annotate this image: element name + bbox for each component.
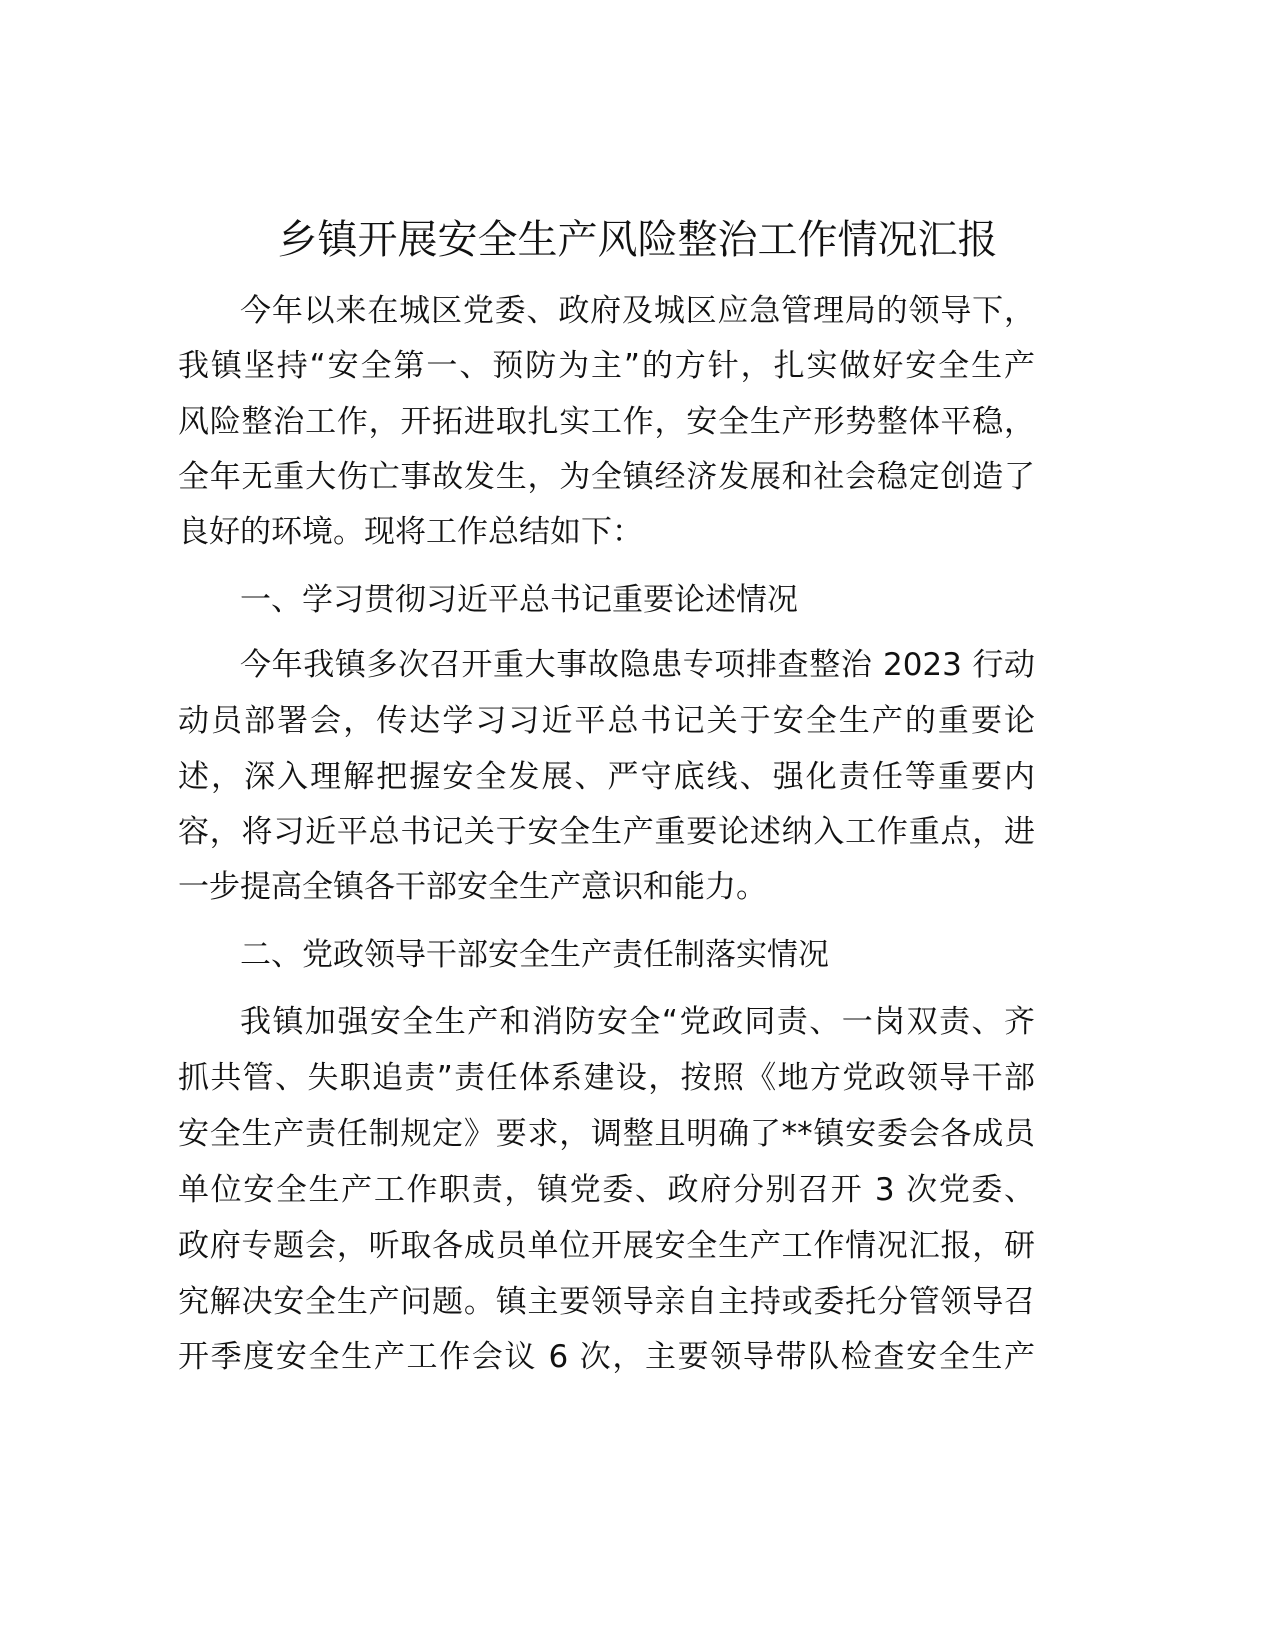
paragraph-line: 容，将习近平总书记关于安全生产重要论述纳入工作重点，进 xyxy=(178,814,1035,850)
paragraph-line: 抓共管、失职追责”责任体系建设，按照《地方党政领导干部 xyxy=(178,1060,1035,1096)
paragraph-line: 述，深入理解把握安全发展、严守底线、强化责任等重要内 xyxy=(178,759,1035,795)
paragraph-line: 全年无重大伤亡事故发生，为全镇经济发展和社会稳定创造了 xyxy=(178,459,1035,495)
paragraph-line: 单位安全生产工作职责，镇党委、政府分别召开 3 次党委、 xyxy=(178,1172,1035,1208)
document-title: 乡镇开展安全生产风险整治工作情况汇报 xyxy=(277,217,998,263)
paragraph-line: 究解决安全生产问题。镇主要领导亲自主持或委托分管领导召 xyxy=(178,1284,1035,1320)
paragraph-line: 良好的环境。现将工作总结如下： xyxy=(178,514,643,550)
paragraph-line: 今年我镇多次召开重大事故隐患专项排查整治 2023 行动 xyxy=(240,647,1035,683)
paragraph-line: 政府专题会，听取各成员单位开展安全生产工作情况汇报，研 xyxy=(178,1228,1035,1264)
section-heading: 二、党政领导干部安全生产责任制落实情况 xyxy=(240,937,829,973)
section-heading: 一、学习贯彻习近平总书记重要论述情况 xyxy=(240,582,798,618)
paragraph-line: 开季度安全生产工作会议 6 次，主要领导带队检查安全生产 xyxy=(178,1339,1035,1375)
paragraph-line: 我镇加强安全生产和消防安全“党政同责、一岗双责、齐 xyxy=(240,1004,1035,1040)
paragraph-line: 安全生产责任制规定》要求，调整且明确了**镇安委会各成员 xyxy=(178,1116,1035,1152)
paragraph-line: 一步提高全镇各干部安全生产意识和能力。 xyxy=(178,869,767,905)
paragraph-line: 今年以来在城区党委、政府及城区应急管理局的领导下， xyxy=(240,293,1035,329)
paragraph-line: 动员部署会，传达学习习近平总书记关于安全生产的重要论 xyxy=(178,703,1035,739)
paragraph-line: 我镇坚持“安全第一、预防为主”的方针，扎实做好安全生产 xyxy=(178,348,1035,384)
paragraph-line: 风险整治工作，开拓进取扎实工作，安全生产形势整体平稳， xyxy=(178,404,1035,440)
